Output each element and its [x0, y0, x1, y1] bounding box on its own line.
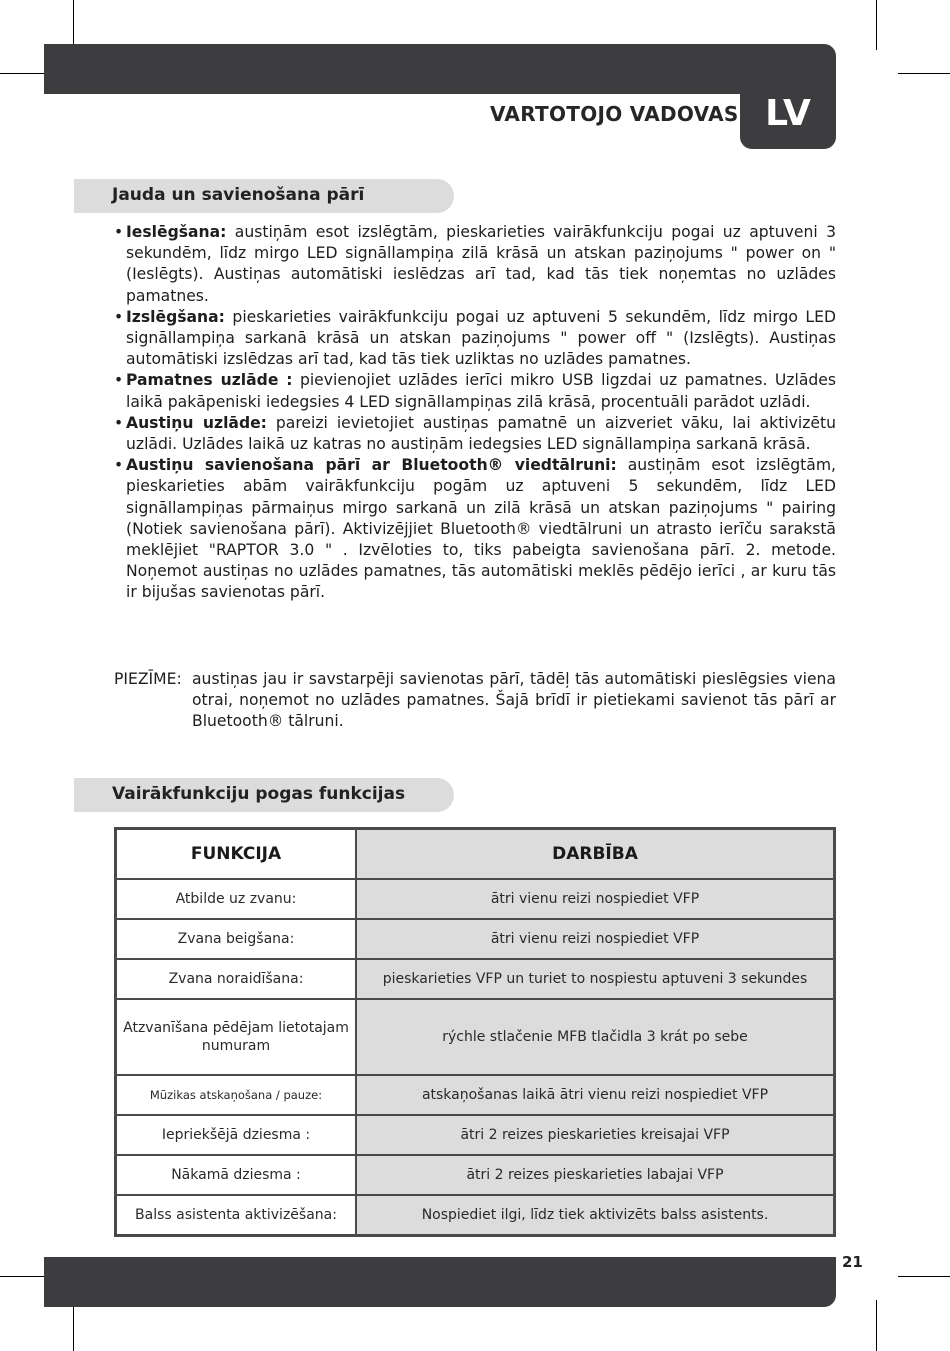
list-item	[114, 370, 836, 412]
table-row	[116, 1115, 835, 1155]
action-cell: ātri 2 reizes pieskarieties kreisajai VFP	[356, 1115, 835, 1155]
crop-mark	[876, 1300, 877, 1351]
table-row	[116, 959, 835, 999]
note-label: PIEZĪME:	[114, 670, 182, 688]
table-row	[116, 999, 835, 1075]
crop-mark	[73, 1300, 74, 1351]
function-table	[114, 827, 836, 1237]
function-cell: Zvana noraidīšana:	[116, 959, 357, 999]
instructions-list	[114, 222, 836, 604]
list-item	[114, 455, 836, 603]
action-cell: ātri vienu reizi nospiediet VFP	[356, 919, 835, 959]
note-block	[114, 669, 836, 733]
action-cell: ātri vienu reizi nospiediet VFP	[356, 879, 835, 919]
list-item	[114, 307, 836, 371]
table-row	[116, 1195, 835, 1236]
crop-mark	[73, 0, 74, 50]
page-number: 21	[842, 1253, 863, 1271]
bullet-text: pareizi ievietojiet austiņas pamatnē un aizveriet vāku, lai aktivizētu uzlādi. Uzlādes laikā uz katras no austiņām iedegsies LED signāllampiņa sarkanā krāsā.	[126, 413, 836, 454]
bullet-term: Austiņu savienošana pārī ar Bluetooth® viedtālruni:	[126, 456, 617, 475]
list-item	[114, 222, 836, 307]
bullet-term: Pamatnes uzlāde :	[126, 371, 293, 390]
crop-mark	[876, 0, 877, 50]
note-text: austiņas jau ir savstarpēji savienotas pārī, tādēļ tās automātiski pieslēgsies viena otrai, noņemot no uzlādes pamatnes. Šajā brīdī ir pietiekami savienot tās pārī ar Bluetooth® tālruni.	[192, 670, 836, 731]
bullet-text: pieskarieties vairākfunkciju pogai uz aptuveni 5 sekundēm, līdz mirgo LED signāllampiņa sarkanā krāsā un atskan paziņojums " power off " (Izslēgts). Austiņas automātiski izslēdzas arī tad, kad tās tiek uzliktas no uzlādes pamatnes.	[126, 307, 836, 369]
footer-bar	[44, 1257, 836, 1307]
table-header-row	[116, 829, 835, 880]
crop-mark	[898, 73, 950, 74]
action-cell: ātri 2 reizes pieskarieties labajai VFP	[356, 1155, 835, 1195]
section-title: Jauda un savienošana pārī	[112, 185, 365, 205]
section-heading-mfb	[74, 778, 454, 812]
table-row	[116, 1075, 835, 1115]
table-row	[116, 879, 835, 919]
section-title: Vairākfunkciju pogas funkcijas	[112, 784, 406, 804]
language-badge: LV	[740, 84, 836, 149]
function-cell: Zvana beigšana:	[116, 919, 357, 959]
action-cell: pieskarieties VFP un turiet to nospiestu aptuveni 3 sekundes	[356, 959, 835, 999]
crop-mark	[898, 1276, 950, 1277]
action-cell: rýchle stlačenie MFB tlačidla 3 krát po sebe	[356, 999, 835, 1075]
function-cell: Atzvanīšana pēdējam lietotajam numuram	[116, 999, 357, 1075]
page-header-title: VARTOTOJO VADOVAS	[490, 102, 739, 126]
function-cell: Atbilde uz zvanu:	[116, 879, 357, 919]
function-cell: Mūzikas atskaņošana / pauze:	[116, 1075, 357, 1115]
bullet-term: Austiņu uzlāde:	[126, 413, 267, 432]
table-row	[116, 1155, 835, 1195]
action-cell: Nospiediet ilgi, līdz tiek aktivizēts balss asistents.	[356, 1195, 835, 1236]
column-header-function: FUNKCIJA	[116, 829, 357, 880]
table-row	[116, 919, 835, 959]
section-heading-power	[74, 179, 454, 213]
column-header-action: DARBĪBA	[356, 829, 835, 880]
function-cell: Nākamā dziesma :	[116, 1155, 357, 1195]
list-item	[114, 413, 836, 455]
bullet-term: Izslēgšana:	[126, 307, 225, 326]
bullet-text: austiņām esot izslēgtām, pieskarieties abām vairākfunkciju pogām uz aptuveni 5 sekundēm, līdz LED signāllampiņas pārmaiņus mirgo sarkanā un zilā krāsā un atskan paziņojums " pairing (Notiek savienošana pārī). Aktivizējjiet Bluetooth® viedtālruni un atrasto ierīču sarakstā meklējiet "RAPTOR 3.0 " . Izvēloties to, tiks pabeigta savienošana pārī. 2. metode. Noņemot austiņas no uzlādes pamatnes, tās automātiski meklēs pēdējo ierīci , ar kuru tās ir bijušas savienotas pārī.	[126, 456, 836, 602]
header-bar	[44, 44, 836, 94]
function-cell: Iepriekšējā dziesma :	[116, 1115, 357, 1155]
bullet-text: pievienojiet uzlādes ierīci mikro USB ligzdai uz pamatnes. Uzlādes laikā pakāpeniski iedegsies 4 LED signāllampiņas zilā krāsā, procentuāli parādot uzlādi.	[126, 371, 836, 411]
bullet-term: Ieslēgšana:	[126, 223, 227, 241]
bullet-text: austiņām esot izslēgtām, pieskarieties vairākfunkciju pogai uz aptuveni 3 sekundēm, līdz mirgo LED signāllampiņa zilā krāsā un atskan paziņojums " power on " (Ieslēgts). Austiņas automātiski ieslēdzas arī tad, kad tās tiek noņemtas no uzlādes pamatnes.	[126, 223, 836, 305]
function-cell: Balss asistenta aktivizēšana:	[116, 1195, 357, 1236]
action-cell: atskaņošanas laikā ātri vienu reizi nospiediet VFP	[356, 1075, 835, 1115]
